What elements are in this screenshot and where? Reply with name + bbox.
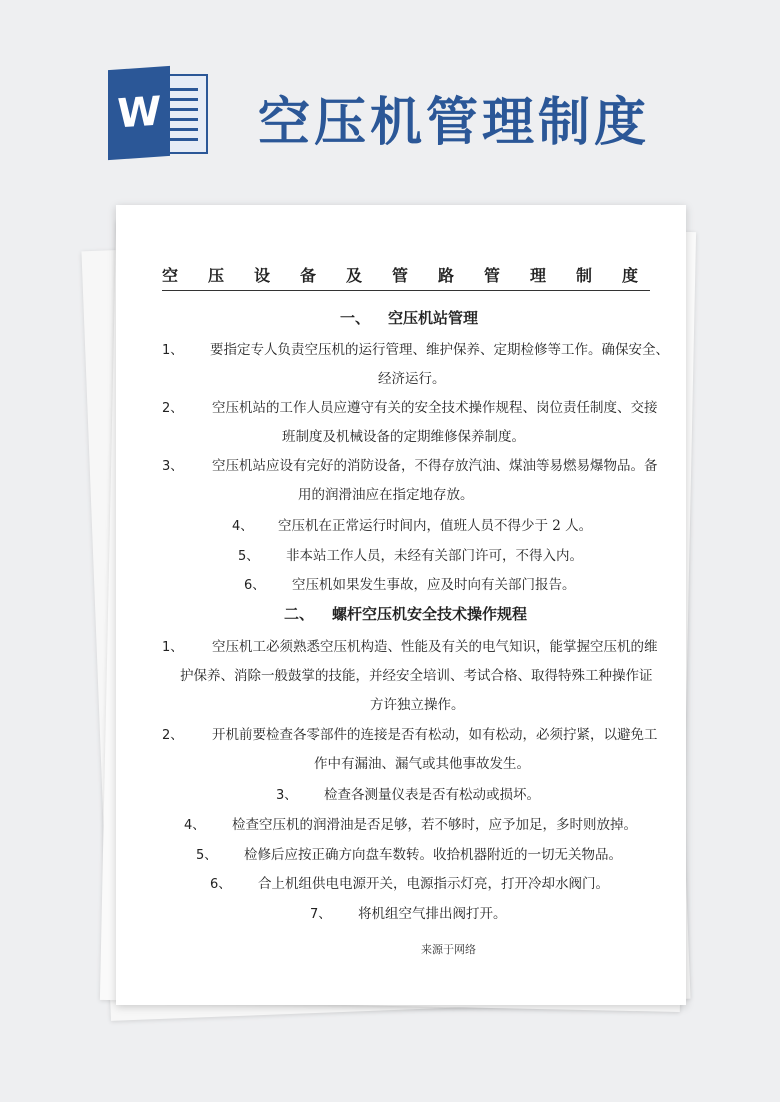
- item-text: 要指定专人负责空压机的运行管理、维护保养、定期检修等工作。确保安全、: [210, 342, 669, 358]
- item-number: 2、: [162, 401, 184, 416]
- page-title: 空压机管理制度: [258, 93, 651, 153]
- item-text: 方许独立操作。: [370, 697, 465, 713]
- item-text: 检查各测量仪表是否有松动或损坏。: [324, 787, 540, 803]
- item-text: 空压机站的工作人员应遵守有关的安全技术操作规程、岗位责任制度、交接: [212, 400, 658, 416]
- item-number: 1、: [162, 343, 184, 358]
- header-banner: [0, 0, 780, 200]
- item-text: 开机前要检查各零部件的连接是否有松动，如有松动，必须拧紧，以避免工: [212, 727, 658, 743]
- item-text: 检查空压机的润滑油是否足够，若不够时，应予加足，多时则放掉。: [232, 817, 637, 833]
- section-title: 螺杆空压机安全技术操作规程: [332, 605, 528, 623]
- section-number: 二、: [284, 605, 315, 623]
- item-text: 空压机在正常运行时间内，值班人员不得少于 2 人。: [278, 518, 593, 534]
- word-badge: W: [108, 66, 170, 160]
- item-number: 2、: [162, 728, 184, 743]
- item-text: 空压机站应设有完好的消防设备，不得存放汽油、煤油等易燃易爆物品。备: [212, 458, 658, 474]
- item-number: 6、: [210, 877, 232, 892]
- item-text: 将机组空气排出阀打开。: [358, 906, 507, 922]
- section-heading: [340, 307, 478, 328]
- item-number: 4、: [184, 818, 206, 833]
- section-title: 空压机站管理: [388, 309, 479, 327]
- item-number: 4、: [232, 519, 254, 534]
- item-text: 班制度及机械设备的定期维修保养制度。: [282, 429, 525, 445]
- item-text: 作中有漏油、漏气或其他事故发生。: [314, 756, 530, 772]
- source-footer: 来源于网络: [421, 943, 476, 956]
- item-text: 合上机组供电电源开关，电源指示灯亮，打开冷却水阀门。: [258, 876, 609, 892]
- item-text: 经济运行。: [378, 371, 446, 387]
- item-number: 7、: [310, 907, 332, 922]
- item-text: 检修后应按正确方向盘车数转。收拾机器附近的一切无关物品。: [244, 847, 622, 863]
- item-number: 5、: [196, 848, 218, 863]
- item-text: 非本站工作人员，未经有关部门许可，不得入内。: [286, 548, 583, 564]
- item-text: 护保养、消除一般鼓掌的技能，并经安全培训、考试合格、取得特殊工种操作证: [180, 668, 653, 684]
- item-number: 5、: [238, 549, 260, 564]
- section-number: 一、: [340, 309, 371, 327]
- item-number: 6、: [244, 578, 266, 593]
- item-text: 空压机如果发生事故，应及时向有关部门报告。: [292, 577, 576, 593]
- section-heading: [284, 603, 527, 624]
- item-number: 3、: [276, 788, 298, 803]
- item-text: 空压机工必须熟悉空压机构造、性能及有关的电气知识，能掌握空压机的维: [212, 639, 658, 655]
- document-title: 空压设备及管路管理制度: [162, 263, 650, 291]
- word-document-icon: [108, 68, 210, 158]
- item-number: 3、: [162, 459, 184, 474]
- item-text: 用的润滑油应在指定地存放。: [298, 487, 474, 503]
- document-page: [116, 205, 686, 1005]
- item-number: 1、: [162, 640, 184, 655]
